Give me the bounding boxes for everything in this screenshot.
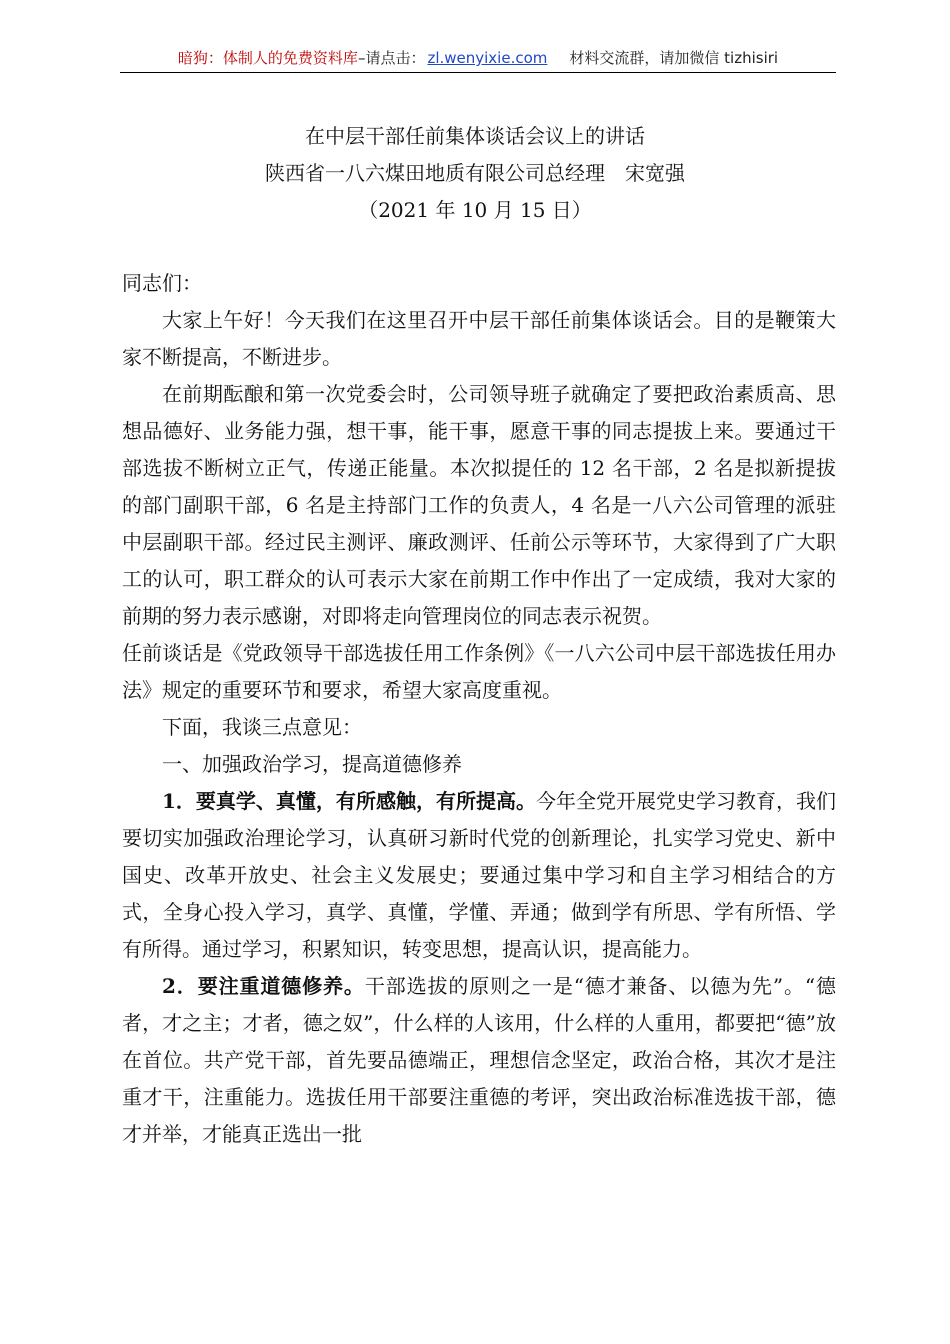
item-title: 2．要注重道德修养。 [162,974,365,998]
date-line: （2021 年 10 月 15 日） [358,198,592,222]
header-prompt: –请点击： [357,49,426,67]
page-header [120,46,836,73]
item-paragraph [122,968,836,1153]
salutation: 同志们： [122,271,202,295]
item-paragraph [122,783,836,968]
section-heading: 一、加强政治学习，提高道德修养 [162,752,462,776]
title-block [0,118,950,229]
document-title: 在中层干部任前集体谈话会议上的讲话 [305,124,645,148]
item-text: 今年全党开展党史学习教育，我们要切实加强政治理论学习，认真研习新时代党的创新理论，扎实学习党史、新中国史、改革开放史、社会主义发展史；要通过集中学习和自主学习相结合的方式，全身心投入学习，真学、真懂，学懂、弄通；做到学有所思、学有所悟、学有所得。通过学习，积累知识，转变思想，提高认识，提高能力。 [122,789,837,961]
paragraph: 下面，我谈三点意见： [162,715,362,739]
paragraph: 大家上午好！今天我们在这里召开中层干部任前集体谈话会。目的是鞭策大家不断提高，不断进步。 [122,308,836,369]
author-line: 陕西省一八六煤田地质有限公司总经理 宋宽强 [265,161,685,185]
item-text: 干部选拔的原则之一是“德才兼备、以德为先”。“德者，才之主；才者，德之奴”，什么样的人该用，什么样的人重用，都要把“德”放在首位。共产党干部，首先要品德端正，理想信念坚定，政治合格，其次才是注重才干，注重能力。选拔任用干部要注重德的考评，突出政治标准选拔干部，德才并举，才能真正选出一批 [122,974,836,1146]
document-body [122,265,836,1153]
header-brand: 暗狗：体制人的免费资料库 [177,49,358,67]
paragraph: 任前谈话是《党政领导干部选拔任用工作条例》《一八六公司中层干部选拔任用办法》规定的重要环节和要求，希望大家高度重视。 [122,641,836,702]
header-wechat-note: 材料交流群，请加微信 tizhisiri [569,49,779,67]
item-title: 1．要真学、真懂，有所感触，有所提高。 [162,789,536,813]
header-link[interactable]: zl.wenyixie.com [427,49,548,67]
paragraph: 在前期酝酿和第一次党委会时，公司领导班子就确定了要把政治素质高、思想品德好、业务能力强，想干事，能干事，愿意干事的同志提拔上来。要通过干部选拔不断树立正气，传递正能量。本次拟提任的 12 名干部，2 名是拟新提拔的部门副职干部，6 名是主持部门工作的负责人，4 名是一八六公司管理的派驻中层副职干部。经过民主测评、廉政测评、任前公示等环节，大家得到了广大职工的认可，职工群众的认可表示大家在前期工作中作出了一定成绩，我对大家的前期的努力表示感谢，对即将走向管理岗位的同志表示祝贺。 [122,382,836,628]
